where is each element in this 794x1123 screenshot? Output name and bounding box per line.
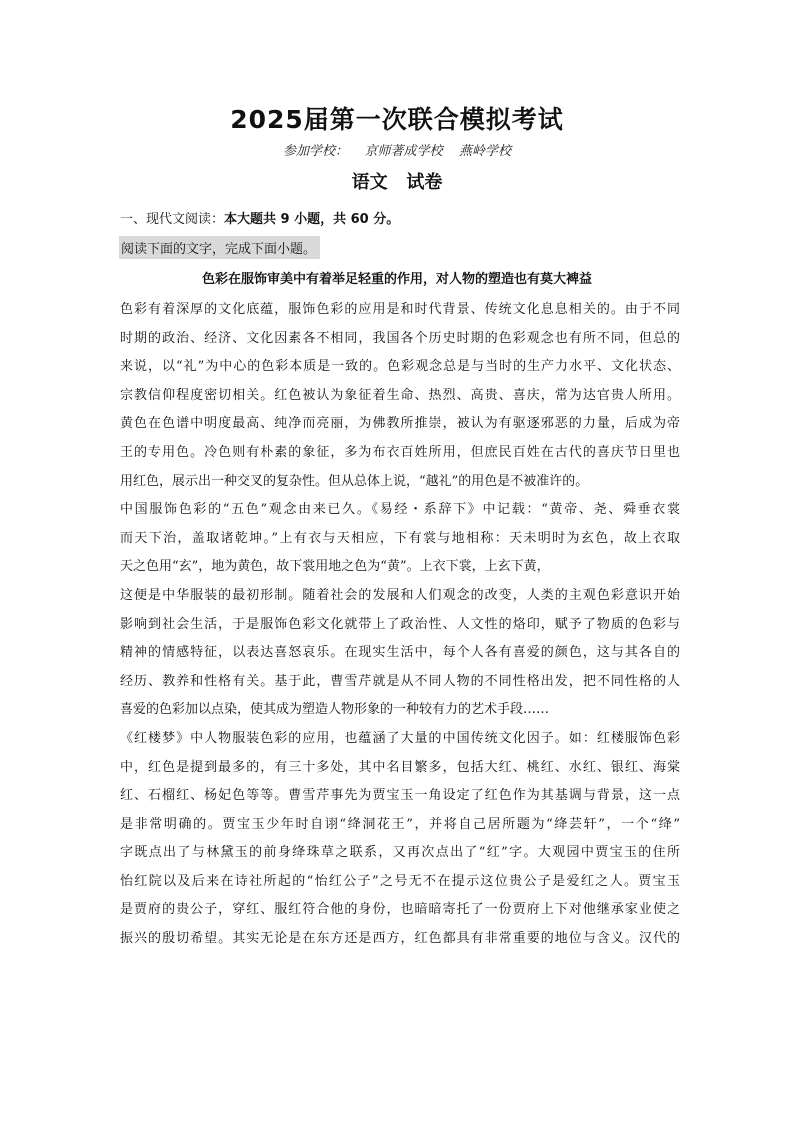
article-line: 振兴的殷切希望。其实无论是在东方还是西方，红色都具有非常重要的地位与含义。汉代的 [120,931,680,947]
exam-title: 2025届第一次联合模拟考试 [230,105,564,134]
section-detail: 本大题共 9 小题，共 60 分。 [224,212,400,227]
article-line: 中，红色是提到最多的，有三十多处，其中名目繁多，包括大红、桃红、水红、银红、海棠 [120,759,680,775]
article-line: 而天下治，盖取诸乾坤。”上有衣与天相应，下有裳与地相称：天未明时为玄色，故上衣取 [120,530,680,546]
article-line: 经历、教养和性格有关。基于此，曹雪芹就是从不同人物的不同性格出发，把不同性格的人 [120,673,680,689]
article-line: 宗教信仰程度密切相关。红色被认为象征着生命、热烈、高贵、喜庆，常为达官贵人所用。 [120,387,680,403]
article-title: 色彩在服饰审美中有着举足轻重的作用，对人物的塑造也有莫大裨益 [201,272,592,287]
article-line: 是贾府的贵公子，穿红、服红符合他的身份，也暗暗寄托了一份贾府上下对他继承家业使之 [120,902,680,918]
article-line: 中国服饰色彩的“五色”观念由来已久。《易经・系辞下》中记载：“黄帝、尧、舜垂衣裳 [120,502,680,518]
article-line: 这便是中华服装的最初形制。随着社会的发展和人们观念的改变，人类的主观色彩意识开始 [120,587,680,603]
article-line: 字既点出了与林黛玉的前身绛珠草之联系，又再次点出了“红”字。大观园中贾宝玉的住所 [120,845,680,861]
article-line: 喜爱的色彩加以点染，使其成为塑造人物形象的一种较有力的艺术手段…… [120,702,550,718]
article-line: 色彩有着深厚的文化底蕴，服饰色彩的应用是和时代背景、传统文化息息相关的。由于不同 [120,302,680,317]
article-line: 红、石榴红、杨妃色等等。曹雪芹事先为贾宝玉一角设定了红色作为其基调与背景，这一点 [120,788,680,804]
article-line: 王的专用色。冷色则有朴素的象征，多为布衣百姓所用，但庶民百姓在古代的喜庆节日里也 [120,444,680,460]
article-body [120,296,680,954]
article-line: 天之色用“玄”，地为黄色，故下裳用地之色为“黄”。上衣下裳，上玄下黄， [120,559,550,575]
section-heading [120,208,399,227]
article-line: 是非常明确的。贾宝玉少年时自诩“绛洞花王”，并将自己居所题为“绛芸轩”，一个“绛” [120,816,680,832]
article-line: 《红楼梦》中人物服装色彩的应用，也蕴涵了大量的中国传统文化因子。如：红楼服饰色彩 [120,730,680,746]
reading-instruction: 阅读下面的文字，完成下面小题。 [119,236,320,259]
article-line: 精神的情感特征，以表达喜怒哀乐。在现实生活中，每个人各有喜爱的颜色，这与其各自的 [120,645,680,661]
subject-heading: 语文 试卷 [351,172,443,193]
article-line: 影响到社会生活，于是服饰色彩文化就带上了政治性、人文性的烙印，赋予了物质的色彩与 [120,616,680,632]
article-line: 怡红院以及后来在诗社所起的“怡红公子”之号无不在提示这位贵公子是爱红之人。贾宝玉 [120,873,680,889]
participating-schools: 参加学校： 京师著成学校 燕岭学校 [282,144,512,159]
article-line: 用红色，展示出一种交叉的复杂性。但从总体上说，“越礼”的用色是不被准许的。 [120,473,589,489]
article-line: 黄色在色谱中明度最高、纯净而亮丽，为佛教所推崇，被认为有驱逐邪恶的力量，后成为帝 [120,416,680,432]
article-line: 来说，以“礼”为中心的色彩本质是一致的。色彩观念总是与当时的生产力水平、文化状态、 [120,359,680,375]
section-label: 一、现代文阅读： [120,212,225,227]
article-line: 时期的政治、经济、文化因素各不相同，我国各个历史时期的色彩观念也有所不同，但总的 [120,330,680,346]
